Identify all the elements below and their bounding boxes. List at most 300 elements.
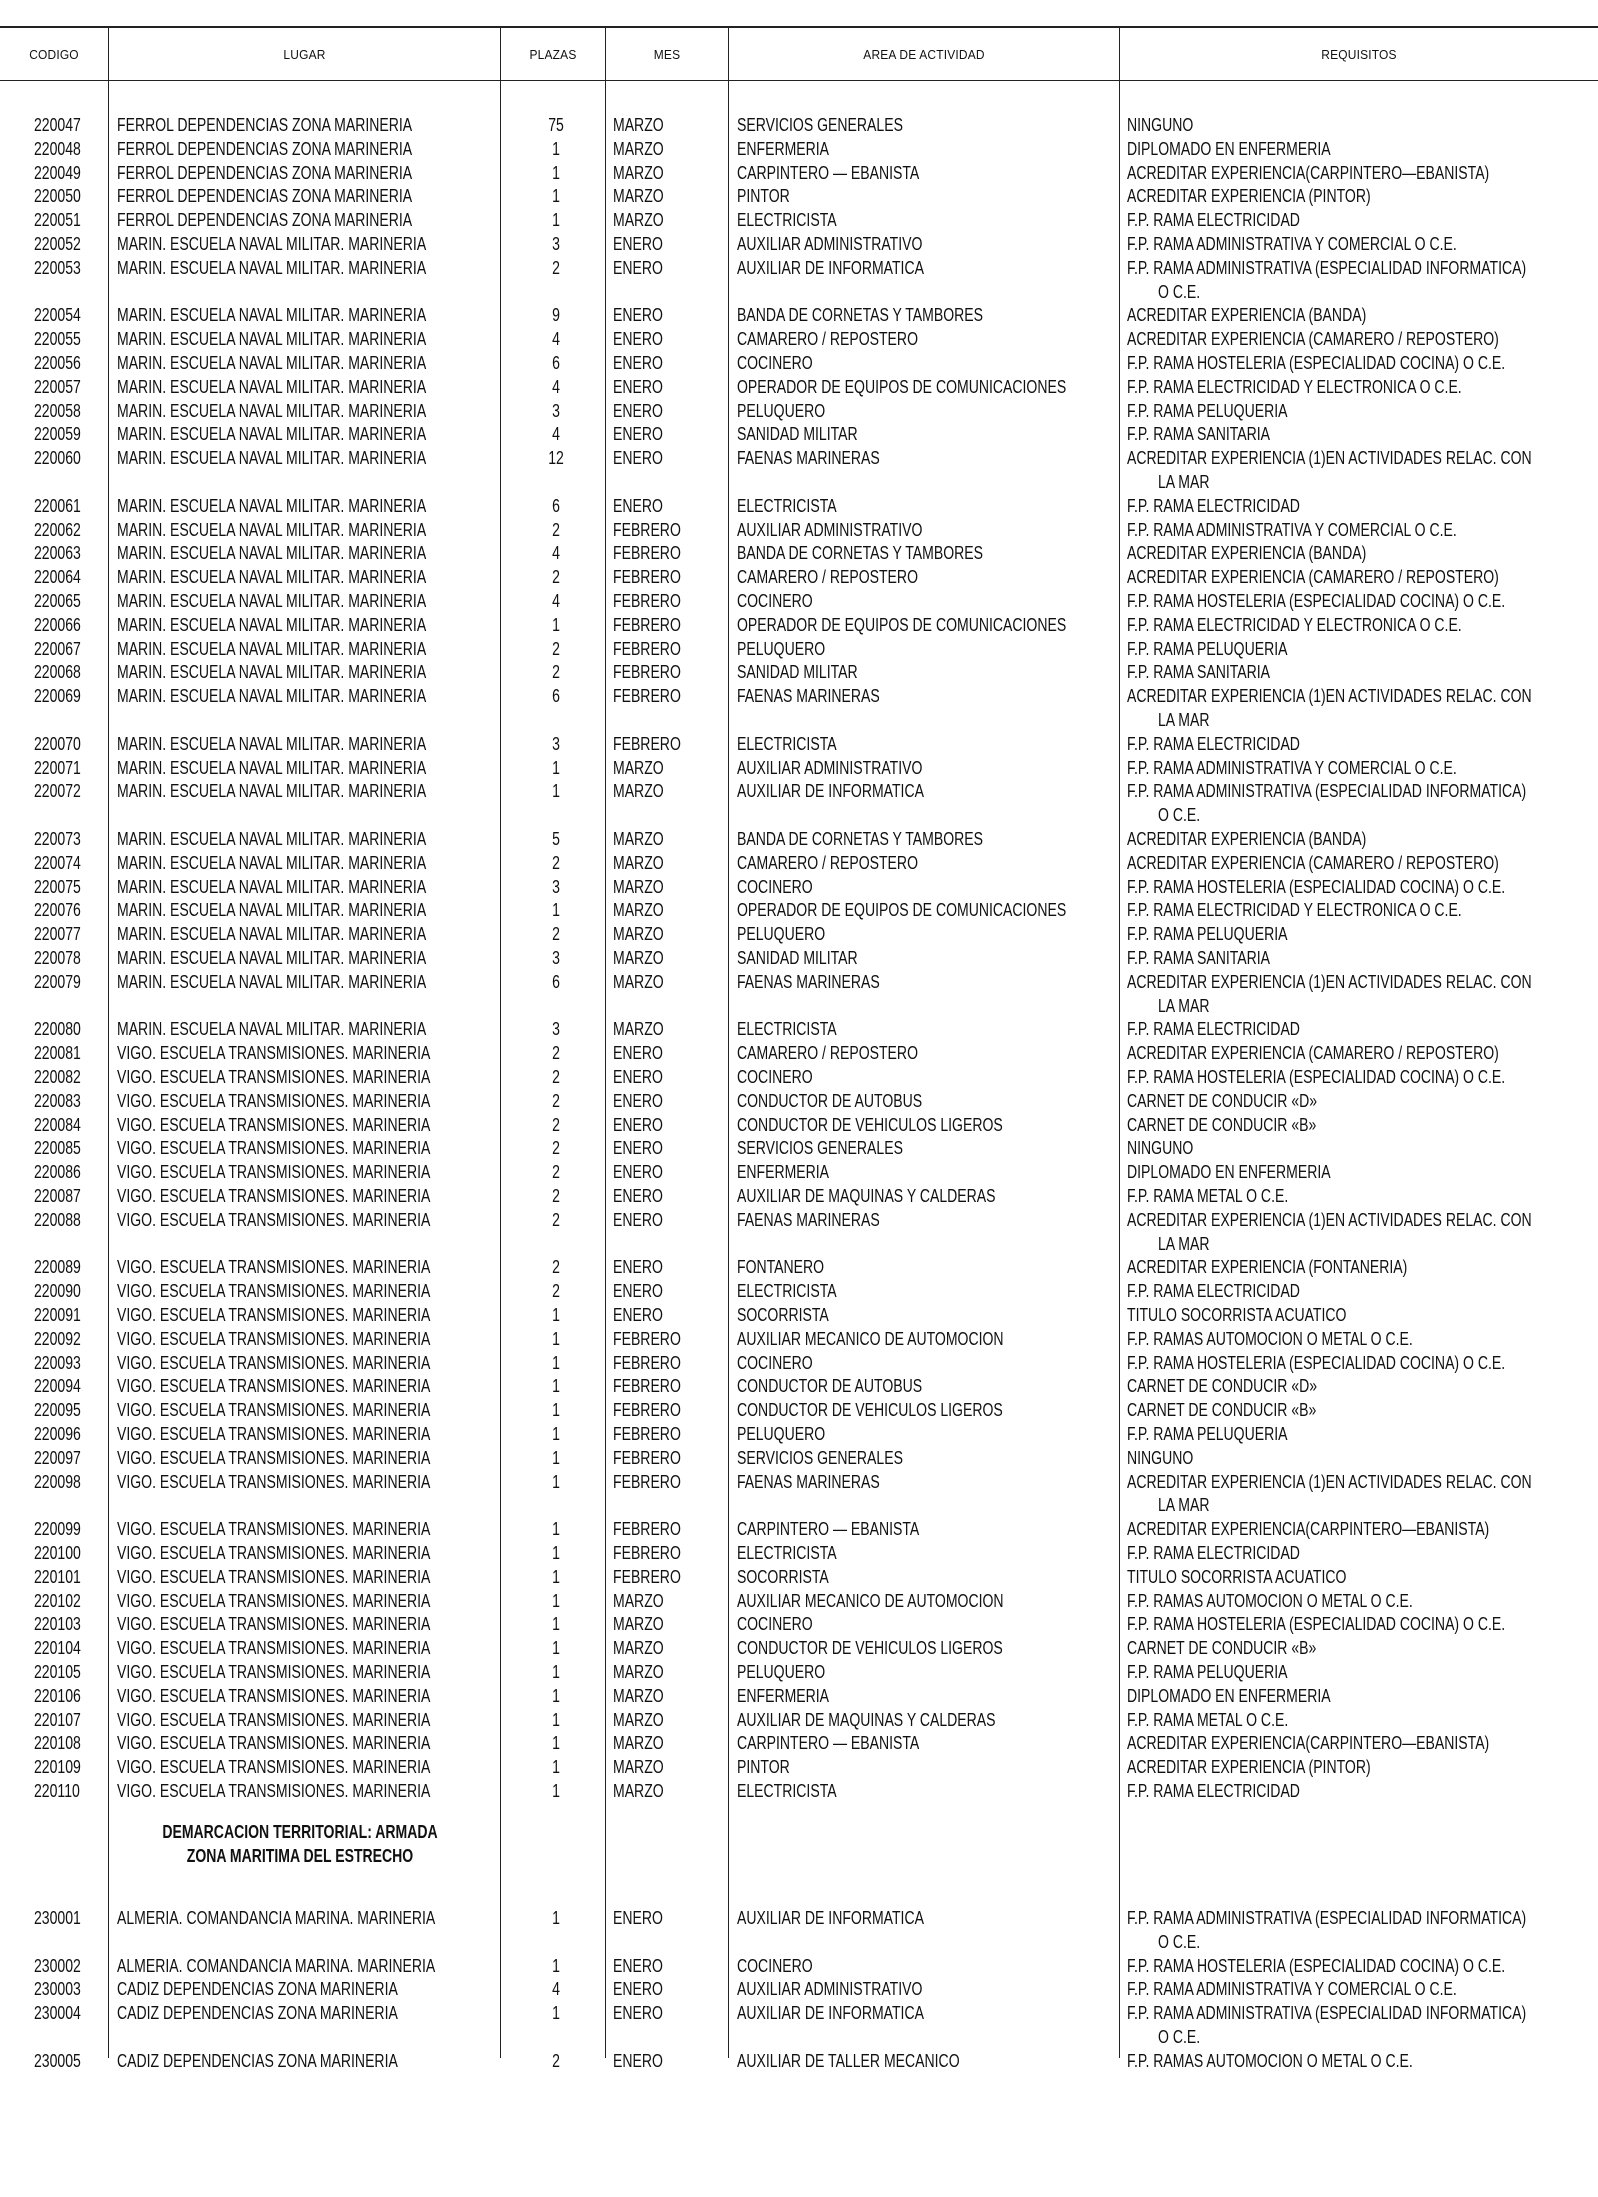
cell-area: COCINERO <box>737 1352 813 1373</box>
table-row <box>0 1113 1598 1137</box>
cell-requisitos: F.P. RAMA ELECTRICIDAD <box>1127 1543 1300 1563</box>
cell-area: CONDUCTOR DE VEHICULOS LIGEROS <box>737 1400 1003 1421</box>
cell-codigo: 220100 <box>34 1543 81 1563</box>
cell-requisitos: ACREDITAR EXPERIENCIA(CARPINTERO—EBANISTA) <box>1127 1519 1490 1540</box>
cell-plazas: 2 <box>552 638 560 659</box>
cell-area: SANIDAD MILITAR <box>737 948 858 968</box>
cell-requisitos: F.P. RAMA ELECTRICIDAD <box>1127 495 1300 516</box>
cell-mes: ENERO <box>613 1209 663 1230</box>
cell-codigo: 220094 <box>34 1376 81 1397</box>
cell-plazas: 1 <box>552 1781 560 1801</box>
cell-codigo: 220105 <box>34 1662 81 1682</box>
cell-mes: FEBRERO <box>613 1447 681 1468</box>
cell-lugar: MARIN. ESCUELA NAVAL MILITAR. MARINERIA <box>117 376 427 397</box>
cell-mes: MARZO <box>613 115 664 135</box>
cell-plazas: 1 <box>552 1733 560 1754</box>
cell-requisitos: F.P. RAMA HOSTELERIA (ESPECIALIDAD COCINA) O C.E. <box>1127 1352 1506 1373</box>
cell-lugar: VIGO. ESCUELA TRANSMISIONES. MARINERIA <box>117 1638 431 1659</box>
cell-mes: ENERO <box>613 1067 663 1087</box>
cell-plazas: 4 <box>552 591 560 611</box>
cell-requisitos: F.P. RAMA ADMINISTRATIVA Y COMERCIAL O C.E. <box>1127 757 1457 778</box>
table-row <box>0 232 1598 256</box>
cell-requisitos: F.P. RAMA ELECTRICIDAD Y ELECTRONICA O C.E. <box>1127 376 1462 397</box>
cell-codigo: 220107 <box>34 1709 81 1730</box>
cell-requisitos: F.P. RAMA HOSTELERIA (ESPECIALIDAD COCINA) O C.E. <box>1127 353 1506 373</box>
cell-codigo: 220093 <box>34 1352 81 1373</box>
cell-lugar: VIGO. ESCUELA TRANSMISIONES. MARINERIA <box>117 1281 431 1302</box>
cell-requisitos: CARNET DE CONDUCIR «D» <box>1127 1090 1318 1111</box>
cell-codigo: 220059 <box>34 424 81 445</box>
cell-requisitos: NINGUNO <box>1127 115 1194 135</box>
cell-mes: ENERO <box>613 424 663 445</box>
table-row <box>0 637 1598 661</box>
cell-mes: MARZO <box>613 781 664 802</box>
table-row <box>0 970 1598 994</box>
cell-plazas: 3 <box>552 400 560 421</box>
cell-mes: ENERO <box>613 305 663 326</box>
cell-requisitos: F.P. RAMA ADMINISTRATIVA (ESPECIALIDAD INFORMATICA) <box>1127 2003 1527 2024</box>
cell-requisitos: DIPLOMADO EN ENFERMERIA <box>1127 138 1331 159</box>
cell-requisitos: F.P. RAMAS AUTOMOCION O METAL O C.E. <box>1127 1590 1413 1611</box>
table-row <box>0 1422 1598 1446</box>
cell-area: ELECTRICISTA <box>737 1019 837 1040</box>
table-row <box>0 113 1598 137</box>
cell-codigo: 220056 <box>34 353 81 373</box>
cell-plazas: 12 <box>548 448 564 469</box>
cell-codigo: 220054 <box>34 305 81 326</box>
table-row <box>0 184 1598 208</box>
cell-requisitos: F.P. RAMA ELECTRICIDAD <box>1127 733 1300 754</box>
header-mes: MES <box>653 46 681 62</box>
cell-codigo: 220109 <box>34 1757 81 1778</box>
cell-codigo: 220075 <box>34 876 81 897</box>
cell-plazas: 2 <box>552 1090 560 1111</box>
cell-lugar: MARIN. ESCUELA NAVAL MILITAR. MARINERIA <box>117 876 427 897</box>
cell-lugar: ALMERIA. COMANDANCIA MARINA. MARINERIA <box>117 1955 436 1976</box>
table-row <box>0 1636 1598 1660</box>
cell-plazas: 1 <box>552 210 560 231</box>
table-row <box>0 2001 1598 2025</box>
cell-codigo: 220102 <box>34 1590 81 1611</box>
cell-codigo: 220067 <box>34 638 81 659</box>
table-row <box>0 2049 1598 2073</box>
table-row <box>0 660 1598 684</box>
cell-mes: FEBRERO <box>613 638 681 659</box>
cell-requisitos: F.P. RAMA ADMINISTRATIVA (ESPECIALIDAD INFORMATICA) <box>1127 257 1527 278</box>
cell-requisitos: F.P. RAMA HOSTELERIA (ESPECIALIDAD COCINA) O C.E. <box>1127 1614 1506 1635</box>
cell-requisitos: F.P. RAMA HOSTELERIA (ESPECIALIDAD COCINA) O C.E. <box>1127 1067 1506 1087</box>
cell-requisitos-continued: LA MAR <box>1158 995 1210 1016</box>
table-row <box>0 1255 1598 1279</box>
cell-requisitos: F.P. RAMA ELECTRICIDAD Y ELECTRONICA O C.E. <box>1127 900 1462 921</box>
cell-plazas: 6 <box>552 971 560 992</box>
cell-codigo: 220064 <box>34 567 81 588</box>
cell-plazas: 3 <box>552 876 560 897</box>
cell-lugar: MARIN. ESCUELA NAVAL MILITAR. MARINERIA <box>117 948 427 968</box>
cell-plazas: 6 <box>552 686 560 707</box>
table-row <box>0 1684 1598 1708</box>
table-row <box>0 1565 1598 1589</box>
cell-area: SERVICIOS GENERALES <box>737 1447 903 1468</box>
table-row <box>0 399 1598 423</box>
cell-lugar: MARIN. ESCUELA NAVAL MILITAR. MARINERIA <box>117 591 427 611</box>
cell-lugar: MARIN. ESCUELA NAVAL MILITAR. MARINERIA <box>117 400 427 421</box>
cell-lugar: MARIN. ESCUELA NAVAL MILITAR. MARINERIA <box>117 424 427 445</box>
cell-lugar: FERROL DEPENDENCIAS ZONA MARINERIA <box>117 186 413 207</box>
cell-plazas: 1 <box>552 2003 560 2024</box>
cell-plazas: 75 <box>548 115 564 135</box>
cell-mes: FEBRERO <box>613 686 681 707</box>
cell-lugar: MARIN. ESCUELA NAVAL MILITAR. MARINERIA <box>117 757 427 778</box>
cell-lugar: VIGO. ESCUELA TRANSMISIONES. MARINERIA <box>117 1757 431 1778</box>
header-plazas: PLAZAS <box>529 46 577 62</box>
table-row <box>0 1065 1598 1089</box>
table-row <box>0 1136 1598 1160</box>
cell-requisitos-continued: O C.E. <box>1158 2027 1201 2047</box>
cell-mes: FEBRERO <box>613 543 681 564</box>
cell-plazas: 1 <box>552 781 560 802</box>
cell-lugar: VIGO. ESCUELA TRANSMISIONES. MARINERIA <box>117 1543 431 1563</box>
cell-codigo: 220084 <box>34 1114 81 1135</box>
cell-requisitos: F.P. RAMA PELUQUERIA <box>1127 400 1288 421</box>
cell-plazas: 1 <box>552 1447 560 1468</box>
cell-plazas: 2 <box>552 1043 560 1064</box>
cell-plazas: 1 <box>552 1566 560 1587</box>
cell-codigo: 220108 <box>34 1733 81 1754</box>
cell-plazas: 1 <box>552 1543 560 1563</box>
cell-lugar: MARIN. ESCUELA NAVAL MILITAR. MARINERIA <box>117 852 427 873</box>
cell-plazas: 1 <box>552 1757 560 1778</box>
cell-codigo: 220057 <box>34 376 81 397</box>
cell-area: ENFERMERIA <box>737 1162 830 1183</box>
cell-mes: ENERO <box>613 1955 663 1976</box>
cell-mes: ENERO <box>613 1138 663 1159</box>
cell-lugar: VIGO. ESCUELA TRANSMISIONES. MARINERIA <box>117 1590 431 1611</box>
cell-plazas: 1 <box>552 1590 560 1611</box>
cell-codigo: 220068 <box>34 662 81 683</box>
cell-area: FONTANERO <box>737 1257 825 1278</box>
cell-lugar: MARIN. ESCUELA NAVAL MILITAR. MARINERIA <box>117 614 427 635</box>
cell-mes: MARZO <box>613 900 664 921</box>
cell-mes: MARZO <box>613 971 664 992</box>
table-row <box>0 922 1598 946</box>
cell-lugar: MARIN. ESCUELA NAVAL MILITAR. MARINERIA <box>117 567 427 588</box>
cell-requisitos: F.P. RAMA ADMINISTRATIVA (ESPECIALIDAD INFORMATICA) <box>1127 1908 1527 1928</box>
cell-plazas: 2 <box>552 852 560 873</box>
cell-requisitos: ACREDITAR EXPERIENCIA (CAMARERO / REPOSTERO) <box>1127 1043 1499 1064</box>
cell-requisitos-continued: O C.E. <box>1158 805 1201 826</box>
cell-mes: MARZO <box>613 1757 664 1778</box>
cell-codigo: 220050 <box>34 186 81 207</box>
cell-requisitos-continued: LA MAR <box>1158 472 1210 492</box>
cell-area: BANDA DE CORNETAS Y TAMBORES <box>737 543 984 564</box>
cell-mes: ENERO <box>613 448 663 469</box>
cell-mes: FEBRERO <box>613 733 681 754</box>
cell-codigo: 220049 <box>34 162 81 183</box>
cell-plazas: 1 <box>552 1662 560 1682</box>
cell-mes: ENERO <box>613 1090 663 1111</box>
cell-mes: MARZO <box>613 1590 664 1611</box>
table-row <box>0 1398 1598 1422</box>
cell-area: AUXILIAR DE INFORMATICA <box>737 781 924 802</box>
cell-mes: FEBRERO <box>613 1519 681 1540</box>
cell-codigo: 220047 <box>34 115 81 135</box>
table-row <box>0 898 1598 922</box>
cell-area: PELUQUERO <box>737 1662 826 1682</box>
cell-requisitos: NINGUNO <box>1127 1138 1194 1159</box>
cell-lugar: VIGO. ESCUELA TRANSMISIONES. MARINERIA <box>117 1162 431 1183</box>
cell-lugar: MARIN. ESCUELA NAVAL MILITAR. MARINERIA <box>117 519 427 540</box>
cell-area: AUXILIAR DE TALLER MECANICO <box>737 2050 960 2071</box>
cell-plazas: 6 <box>552 353 560 373</box>
cell-plazas: 1 <box>552 1614 560 1635</box>
cell-plazas: 2 <box>552 1186 560 1206</box>
table-row <box>0 946 1598 970</box>
cell-lugar: MARIN. ESCUELA NAVAL MILITAR. MARINERIA <box>117 257 427 278</box>
cell-area: AUXILIAR ADMINISTRATIVO <box>737 519 923 540</box>
cell-lugar: FERROL DEPENDENCIAS ZONA MARINERIA <box>117 210 413 231</box>
cell-lugar: VIGO. ESCUELA TRANSMISIONES. MARINERIA <box>117 1614 431 1635</box>
cell-codigo: 230005 <box>34 2050 81 2071</box>
cell-lugar: FERROL DEPENDENCIAS ZONA MARINERIA <box>117 138 413 159</box>
cell-plazas: 1 <box>552 138 560 159</box>
table-row <box>0 446 1598 470</box>
cell-plazas: 4 <box>552 424 560 445</box>
cell-area: PELUQUERO <box>737 1424 826 1444</box>
cell-codigo: 220063 <box>34 543 81 564</box>
table-row <box>0 494 1598 518</box>
cell-mes: MARZO <box>613 1709 664 1730</box>
cell-lugar: MARIN. ESCUELA NAVAL MILITAR. MARINERIA <box>117 733 427 754</box>
cell-mes: ENERO <box>613 1257 663 1278</box>
table-row <box>0 1327 1598 1351</box>
cell-codigo: 220070 <box>34 733 81 754</box>
cell-plazas: 1 <box>552 1424 560 1444</box>
table-row <box>0 1279 1598 1303</box>
cell-area: AUXILIAR MECANICO DE AUTOMOCION <box>737 1328 1004 1349</box>
table-row <box>0 1446 1598 1470</box>
cell-requisitos: ACREDITAR EXPERIENCIA (CAMARERO / REPOSTERO) <box>1127 329 1499 350</box>
cell-codigo: 220081 <box>34 1043 81 1064</box>
cell-area: CONDUCTOR DE AUTOBUS <box>737 1376 923 1397</box>
cell-requisitos: NINGUNO <box>1127 1447 1194 1468</box>
cell-codigo: 220055 <box>34 329 81 350</box>
cell-plazas: 1 <box>552 614 560 635</box>
cell-plazas: 6 <box>552 495 560 516</box>
cell-lugar: VIGO. ESCUELA TRANSMISIONES. MARINERIA <box>117 1662 431 1682</box>
cell-requisitos: F.P. RAMA METAL O C.E. <box>1127 1709 1289 1730</box>
cell-mes: FEBRERO <box>613 1424 681 1444</box>
cell-mes: FEBRERO <box>613 519 681 540</box>
cell-plazas: 1 <box>552 162 560 183</box>
cell-plazas: 3 <box>552 1019 560 1040</box>
cell-lugar: VIGO. ESCUELA TRANSMISIONES. MARINERIA <box>117 1709 431 1730</box>
cell-mes: MARZO <box>613 948 664 968</box>
cell-requisitos: ACREDITAR EXPERIENCIA (1)EN ACTIVIDADES RELAC. CON <box>1127 971 1532 992</box>
cell-mes: MARZO <box>613 138 664 159</box>
cell-codigo: 220082 <box>34 1067 81 1087</box>
cell-requisitos: F.P. RAMA SANITARIA <box>1127 662 1271 683</box>
cell-area: FAENAS MARINERAS <box>737 971 880 992</box>
cell-plazas: 2 <box>552 1138 560 1159</box>
cell-mes: FEBRERO <box>613 567 681 588</box>
cell-mes: FEBRERO <box>613 662 681 683</box>
cell-mes: MARZO <box>613 1733 664 1754</box>
cell-area: CARPINTERO — EBANISTA <box>737 162 920 183</box>
cell-codigo: 220048 <box>34 138 81 159</box>
cell-codigo: 220085 <box>34 1138 81 1159</box>
cell-area: ELECTRICISTA <box>737 1781 837 1801</box>
cell-plazas: 5 <box>552 829 560 849</box>
cell-area: SOCORRISTA <box>737 1566 829 1587</box>
cell-lugar: MARIN. ESCUELA NAVAL MILITAR. MARINERIA <box>117 543 427 564</box>
cell-mes: ENERO <box>613 1162 663 1183</box>
table-row <box>0 256 1598 280</box>
cell-area: ENFERMERIA <box>737 1685 830 1706</box>
cell-requisitos-continued: O C.E. <box>1158 281 1201 302</box>
cell-lugar: MARIN. ESCUELA NAVAL MILITAR. MARINERIA <box>117 686 427 707</box>
cell-lugar: VIGO. ESCUELA TRANSMISIONES. MARINERIA <box>117 1138 431 1159</box>
cell-mes: ENERO <box>613 1281 663 1302</box>
cell-area: COCINERO <box>737 591 813 611</box>
cell-lugar: VIGO. ESCUELA TRANSMISIONES. MARINERIA <box>117 1566 431 1587</box>
cell-codigo: 220077 <box>34 924 81 945</box>
cell-requisitos: F.P. RAMAS AUTOMOCION O METAL O C.E. <box>1127 2050 1413 2071</box>
table-row <box>0 1589 1598 1613</box>
cell-requisitos: F.P. RAMA PELUQUERIA <box>1127 1424 1288 1444</box>
cell-lugar: MARIN. ESCUELA NAVAL MILITAR. MARINERIA <box>117 971 427 992</box>
cell-lugar: VIGO. ESCUELA TRANSMISIONES. MARINERIA <box>117 1257 431 1278</box>
cell-lugar: VIGO. ESCUELA TRANSMISIONES. MARINERIA <box>117 1781 431 1801</box>
cell-area: FAENAS MARINERAS <box>737 1471 880 1492</box>
cell-mes: MARZO <box>613 210 664 231</box>
cell-plazas: 1 <box>552 1638 560 1659</box>
cell-requisitos: F.P. RAMA SANITARIA <box>1127 424 1271 445</box>
cell-area: CAMARERO / REPOSTERO <box>737 567 918 588</box>
cell-mes: FEBRERO <box>613 1543 681 1563</box>
cell-lugar: VIGO. ESCUELA TRANSMISIONES. MARINERIA <box>117 1209 431 1230</box>
cell-area: COCINERO <box>737 1614 813 1635</box>
cell-requisitos: F.P. RAMA ADMINISTRATIVA (ESPECIALIDAD INFORMATICA) <box>1127 781 1527 802</box>
cell-plazas: 1 <box>552 900 560 921</box>
cell-plazas: 1 <box>552 1471 560 1492</box>
cell-requisitos: ACREDITAR EXPERIENCIA (CAMARERO / REPOSTERO) <box>1127 852 1499 873</box>
cell-lugar: VIGO. ESCUELA TRANSMISIONES. MARINERIA <box>117 1519 431 1540</box>
cell-mes: MARZO <box>613 757 664 778</box>
cell-codigo: 220069 <box>34 686 81 707</box>
cell-mes: MARZO <box>613 924 664 945</box>
cell-lugar: VIGO. ESCUELA TRANSMISIONES. MARINERIA <box>117 1733 431 1754</box>
cell-requisitos: CARNET DE CONDUCIR «B» <box>1127 1400 1317 1421</box>
table-row <box>0 589 1598 613</box>
cell-requisitos: F.P. RAMA SANITARIA <box>1127 948 1271 968</box>
cell-codigo: 220079 <box>34 971 81 992</box>
cell-area: AUXILIAR ADMINISTRATIVO <box>737 234 923 254</box>
cell-lugar: MARIN. ESCUELA NAVAL MILITAR. MARINERIA <box>117 829 427 849</box>
cell-plazas: 2 <box>552 1162 560 1183</box>
cell-requisitos: CARNET DE CONDUCIR «D» <box>1127 1376 1318 1397</box>
cell-mes: ENERO <box>613 1305 663 1325</box>
cell-mes: FEBRERO <box>613 1328 681 1349</box>
cell-codigo: 220098 <box>34 1471 81 1492</box>
cell-lugar: VIGO. ESCUELA TRANSMISIONES. MARINERIA <box>117 1400 431 1421</box>
cell-plazas: 4 <box>552 1979 560 2000</box>
table-row <box>0 1089 1598 1113</box>
cell-area: ELECTRICISTA <box>737 495 837 516</box>
cell-area: BANDA DE CORNETAS Y TAMBORES <box>737 829 984 849</box>
table-row <box>0 1708 1598 1732</box>
cell-codigo: 220088 <box>34 1209 81 1230</box>
cell-area: COCINERO <box>737 876 813 897</box>
cell-codigo: 220090 <box>34 1281 81 1302</box>
cell-lugar: VIGO. ESCUELA TRANSMISIONES. MARINERIA <box>117 1447 431 1468</box>
cell-requisitos: ACREDITAR EXPERIENCIA(CARPINTERO—EBANISTA) <box>1127 1733 1490 1754</box>
table-row <box>0 875 1598 899</box>
table-row <box>0 327 1598 351</box>
header-codigo: CODIGO <box>29 46 79 62</box>
cell-plazas: 1 <box>552 1709 560 1730</box>
cell-requisitos: F.P. RAMA METAL O C.E. <box>1127 1186 1289 1206</box>
table-row <box>0 1612 1598 1636</box>
cell-requisitos: F.P. RAMA ADMINISTRATIVA Y COMERCIAL O C.E. <box>1127 1979 1457 2000</box>
cell-codigo: 220110 <box>34 1781 80 1801</box>
cell-mes: MARZO <box>613 186 664 207</box>
cell-plazas: 2 <box>552 1067 560 1087</box>
header-rule <box>0 80 1598 81</box>
cell-plazas: 1 <box>552 1305 560 1325</box>
cell-mes: ENERO <box>613 1979 663 2000</box>
cell-area: CONDUCTOR DE AUTOBUS <box>737 1090 923 1111</box>
cell-mes: MARZO <box>613 1638 664 1659</box>
table-row <box>0 851 1598 875</box>
cell-plazas: 2 <box>552 567 560 588</box>
cell-mes: MARZO <box>613 1685 664 1706</box>
cell-requisitos: TITULO SOCORRISTA ACUATICO <box>1127 1305 1347 1325</box>
table-row <box>0 684 1598 708</box>
cell-plazas: 2 <box>552 1257 560 1278</box>
cell-requisitos: ACREDITAR EXPERIENCIA (BANDA) <box>1127 829 1367 849</box>
table-row <box>0 565 1598 589</box>
cell-codigo: 220060 <box>34 448 81 469</box>
table-row <box>0 1470 1598 1494</box>
cell-plazas: 1 <box>552 1519 560 1540</box>
cell-lugar: MARIN. ESCUELA NAVAL MILITAR. MARINERIA <box>117 353 427 373</box>
cell-lugar: VIGO. ESCUELA TRANSMISIONES. MARINERIA <box>117 1305 431 1325</box>
table-row <box>0 422 1598 446</box>
cell-plazas: 4 <box>552 376 560 397</box>
table-row <box>0 518 1598 542</box>
cell-lugar: MARIN. ESCUELA NAVAL MILITAR. MARINERIA <box>117 781 427 802</box>
cell-area: FAENAS MARINERAS <box>737 448 880 469</box>
cell-mes: ENERO <box>613 1043 663 1064</box>
cell-area: FAENAS MARINERAS <box>737 1209 880 1230</box>
cell-area: SANIDAD MILITAR <box>737 662 858 683</box>
cell-plazas: 1 <box>552 186 560 207</box>
cell-codigo: 220051 <box>34 210 81 231</box>
cell-plazas: 4 <box>552 543 560 564</box>
cell-requisitos: ACREDITAR EXPERIENCIA (PINTOR) <box>1127 186 1371 207</box>
header-lugar: LUGAR <box>283 46 326 62</box>
cell-lugar: VIGO. ESCUELA TRANSMISIONES. MARINERIA <box>117 1685 431 1706</box>
cell-mes: MARZO <box>613 1781 664 1801</box>
cell-requisitos: ACREDITAR EXPERIENCIA (CAMARERO / REPOSTERO) <box>1127 567 1499 588</box>
table-row <box>0 1541 1598 1565</box>
cell-area: PELUQUERO <box>737 400 826 421</box>
cell-area: ELECTRICISTA <box>737 210 837 231</box>
cell-plazas: 3 <box>552 948 560 968</box>
cell-lugar: MARIN. ESCUELA NAVAL MILITAR. MARINERIA <box>117 495 427 516</box>
cell-plazas: 9 <box>552 305 560 326</box>
